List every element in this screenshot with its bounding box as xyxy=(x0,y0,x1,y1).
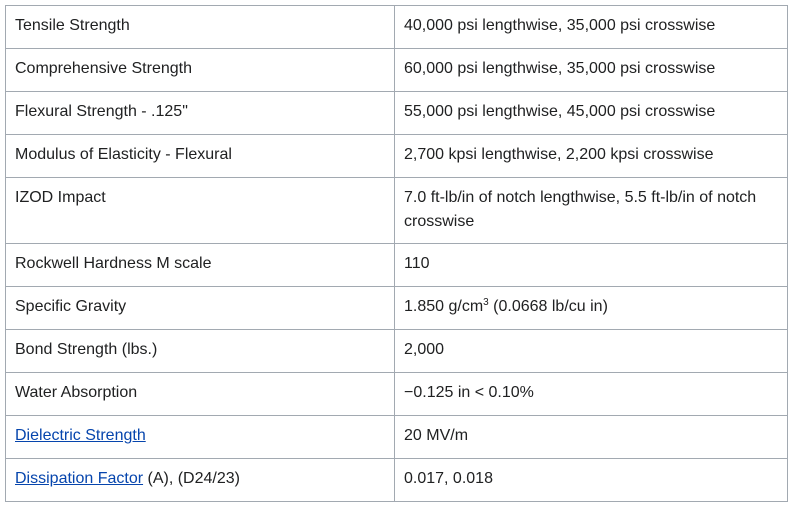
value-superscript: 3 xyxy=(483,297,489,308)
value-cell xyxy=(395,49,788,92)
property-cell xyxy=(6,135,395,178)
table-row xyxy=(6,287,788,330)
property-cell xyxy=(6,244,395,287)
property-name xyxy=(15,416,385,448)
value-cell xyxy=(395,416,788,459)
value-cell xyxy=(395,6,788,49)
property-value: 0.017, 0.018 xyxy=(404,470,493,487)
property-name: Bond Strength (lbs.) xyxy=(15,341,158,358)
value-main: 1.850 g/cm xyxy=(404,298,484,315)
property-cell xyxy=(6,178,395,244)
value-rest: (0.0668 lb/cu in) xyxy=(488,298,608,315)
property-cell xyxy=(6,6,395,49)
table-row xyxy=(6,330,788,373)
property-suffix: (A), (D24/23) xyxy=(143,470,240,487)
table-row xyxy=(6,373,788,416)
properties-table xyxy=(5,5,788,502)
value-cell xyxy=(395,330,788,373)
table-row xyxy=(6,459,788,502)
property-name xyxy=(15,459,385,491)
property-value: 2,000 xyxy=(404,341,445,358)
value-cell xyxy=(395,287,788,330)
property-name: Rockwell Hardness M scale xyxy=(15,255,212,272)
table-row xyxy=(6,416,788,459)
table-row xyxy=(6,92,788,135)
property-value: 20 MV/m xyxy=(404,427,469,444)
property-cell xyxy=(6,330,395,373)
property-value: −0.125 in < 0.10% xyxy=(404,384,534,401)
property-name: Flexural Strength - .125" xyxy=(15,103,188,120)
value-cell xyxy=(395,135,788,178)
property-name: IZOD Impact xyxy=(15,189,106,206)
property-cell xyxy=(6,459,395,502)
property-value xyxy=(404,287,778,319)
property-cell xyxy=(6,92,395,135)
value-cell xyxy=(395,373,788,416)
property-value: 40,000 psi lengthwise, 35,000 psi crosswise xyxy=(404,17,716,34)
table-row xyxy=(6,49,788,92)
dielectric-strength-link[interactable]: Dielectric Strength xyxy=(15,427,146,444)
table-row xyxy=(6,135,788,178)
property-cell xyxy=(6,287,395,330)
property-value: 2,700 kpsi lengthwise, 2,200 kpsi crosswise xyxy=(404,146,714,163)
property-name: Modulus of Elasticity - Flexural xyxy=(15,146,232,163)
value-cell xyxy=(395,244,788,287)
property-name: Tensile Strength xyxy=(15,17,130,34)
property-value: 60,000 psi lengthwise, 35,000 psi crosswise xyxy=(404,60,716,77)
property-value: 55,000 psi lengthwise, 45,000 psi crosswise xyxy=(404,103,716,120)
property-value: 7.0 ft-lb/in of notch lengthwise, 5.5 ft-lb/in of notch crosswise xyxy=(404,189,757,230)
table-row xyxy=(6,178,788,244)
table-row xyxy=(6,6,788,49)
value-cell xyxy=(395,459,788,502)
table-row xyxy=(6,244,788,287)
property-name: Specific Gravity xyxy=(15,298,127,315)
value-cell xyxy=(395,92,788,135)
property-cell xyxy=(6,373,395,416)
property-value: 110 xyxy=(404,255,430,272)
property-name: Water Absorption xyxy=(15,384,138,401)
value-cell xyxy=(395,178,788,244)
dissipation-factor-link[interactable]: Dissipation Factor xyxy=(15,470,144,487)
property-name: Comprehensive Strength xyxy=(15,60,192,77)
property-cell xyxy=(6,49,395,92)
property-cell xyxy=(6,416,395,459)
